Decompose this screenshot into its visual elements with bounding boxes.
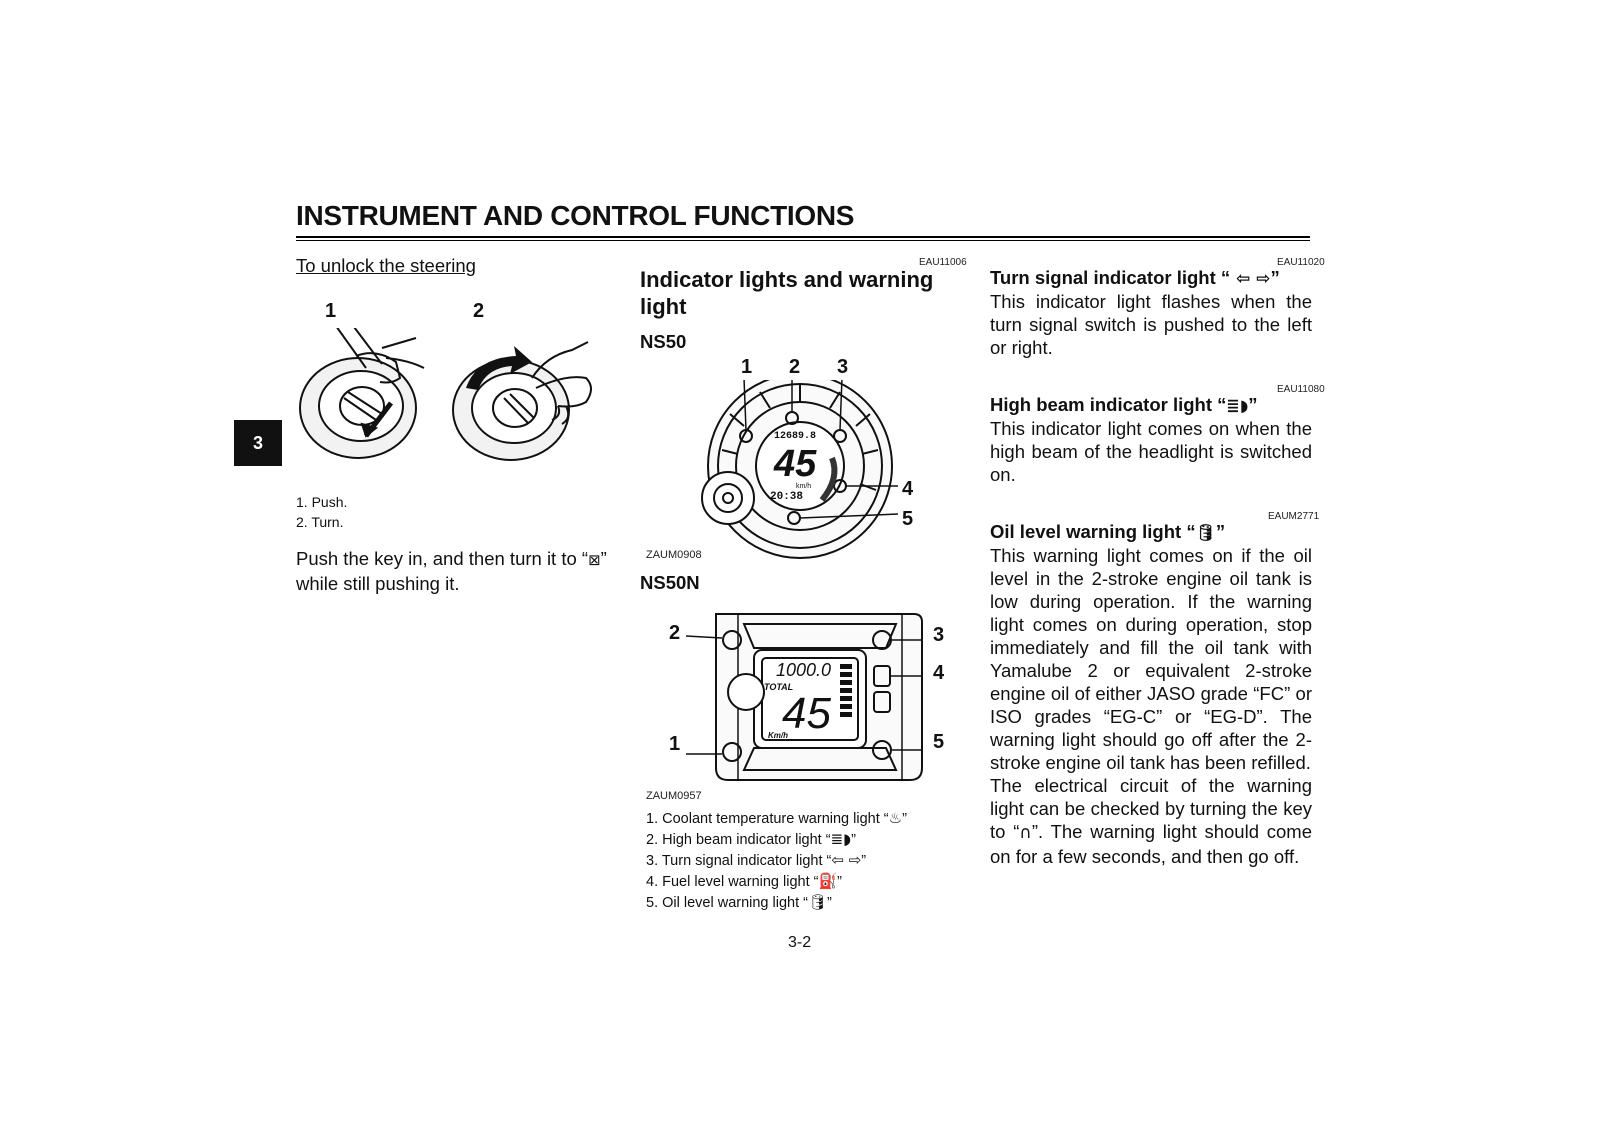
oil-can-icon: 🛢 bbox=[808, 893, 828, 911]
ns50n-total: TOTAL bbox=[764, 682, 794, 692]
oil-level-title: Oil level warning light “🛢” bbox=[990, 521, 1226, 542]
legend-item-high-beam: 2. High beam indicator light “≣◗” bbox=[646, 830, 856, 848]
ns50-fig-code: ZAUM0908 bbox=[646, 549, 702, 561]
steering-list-item-2: 2. Turn. bbox=[296, 514, 344, 530]
ns50n-unit: Km/h bbox=[768, 731, 788, 740]
oil-level-body: This warning light comes on if the oil level in the 2-stroke engine oil tank is low during operation. If the warning light comes on during operation, stop immediately and fill the oil tank with Yamalube 2 or equivalent 2-stroke engine oil of either JASO grade “FC” or ISO grades “EG-C” or “EG-D”. The warning light should go off after the 2-stroke engine oil tank has been refilled. bbox=[990, 545, 1312, 773]
title-rule-thin bbox=[296, 240, 1310, 241]
ns50n-instrument-drawing bbox=[686, 608, 936, 788]
ns50-speed: 45 bbox=[774, 443, 817, 485]
oil-level-code: EAUM2771 bbox=[1268, 511, 1320, 522]
turn-signal-title: Turn signal indicator light “ ⇦ ⇨” bbox=[990, 267, 1280, 289]
indicator-heading: Indicator lights and warning light bbox=[640, 267, 934, 319]
ns50n-callout-3: 3 bbox=[933, 624, 945, 646]
ns50-callout-5: 5 bbox=[902, 508, 914, 530]
high-beam-icon: ≣◗ bbox=[1226, 396, 1249, 415]
ns50-callout-4: 4 bbox=[902, 478, 914, 500]
page-number: 3-2 bbox=[788, 934, 812, 951]
ns50-label: NS50 bbox=[640, 331, 687, 352]
ns50n-callout-4: 4 bbox=[933, 662, 945, 684]
title-rule bbox=[296, 236, 1310, 238]
high-beam-icon: ≣◗ bbox=[830, 830, 852, 848]
chapter-tab: 3 bbox=[234, 420, 282, 466]
steering-lock-illustration bbox=[296, 328, 606, 478]
page-title: INSTRUMENT AND CONTROL FUNCTIONS bbox=[296, 200, 855, 231]
ns50-callout-1: 1 bbox=[741, 356, 753, 378]
high-beam-title: High beam indicator light “≣◗” bbox=[990, 394, 1258, 415]
section-code: EAU11006 bbox=[919, 257, 967, 268]
ns50n-label: NS50N bbox=[640, 572, 700, 593]
turn-signal-icon: ⇦ ⇨ bbox=[831, 851, 862, 869]
steering-fig-label-2: 2 bbox=[473, 300, 485, 322]
ns50-callout-3: 3 bbox=[837, 356, 849, 378]
turn-signal-body: This indicator light flashes when the turn signal switch is pushed to the left or right. bbox=[990, 291, 1312, 358]
ns50-unit: km/h bbox=[796, 483, 812, 490]
ns50-callout-2: 2 bbox=[789, 356, 801, 378]
ns50n-speed: 45 bbox=[782, 689, 831, 738]
lock-icon: ⊠ bbox=[588, 551, 601, 569]
turn-signal-icon: ⇦ ⇨ bbox=[1230, 269, 1271, 289]
steering-instruction: Push the key in, and then turn it to “⊠” while still pushing it. bbox=[296, 548, 607, 594]
legend-item-fuel: 4. Fuel level warning light “⛽” bbox=[646, 872, 843, 890]
ns50n-callout-2: 2 bbox=[669, 622, 681, 644]
ns50-odometer: 12689.8 bbox=[774, 431, 817, 442]
coolant-icon: ♨ bbox=[888, 809, 903, 827]
ns50-instrument-drawing bbox=[700, 380, 940, 560]
steering-subheading: To unlock the steering bbox=[296, 255, 476, 276]
high-beam-code: EAU11080 bbox=[1277, 384, 1325, 395]
ns50-clock: 20:38 bbox=[770, 491, 804, 503]
legend-item-coolant: 1. Coolant temperature warning light “♨” bbox=[646, 809, 907, 827]
key-on-icon: ∩ bbox=[1019, 823, 1032, 843]
ns50n-callout-5: 5 bbox=[933, 731, 945, 753]
turn-signal-code: EAU11020 bbox=[1277, 257, 1325, 268]
oil-can-icon: 🛢 bbox=[1195, 523, 1216, 542]
ns50n-odometer: 1000.0 bbox=[776, 660, 832, 680]
fuel-icon: ⛽ bbox=[818, 872, 838, 890]
oil-level-body-2: The electrical circuit of the warning light can be checked by turning the key to “∩”. The warning light should come on for a few seconds, and then go off. bbox=[990, 775, 1313, 867]
steering-list-item-1: 1. Push. bbox=[296, 494, 348, 510]
high-beam-body: This indicator light comes on when the high beam of the headlight is switched on. bbox=[990, 418, 1312, 485]
steering-fig-label-1: 1 bbox=[325, 300, 337, 322]
ns50n-callout-1: 1 bbox=[669, 733, 681, 755]
ns50n-fig-code: ZAUM0957 bbox=[646, 790, 702, 802]
legend-item-oil: 5. Oil level warning light “🛢” bbox=[646, 893, 832, 911]
legend-item-turn-signal: 3. Turn signal indicator light “⇦ ⇨” bbox=[646, 851, 867, 869]
